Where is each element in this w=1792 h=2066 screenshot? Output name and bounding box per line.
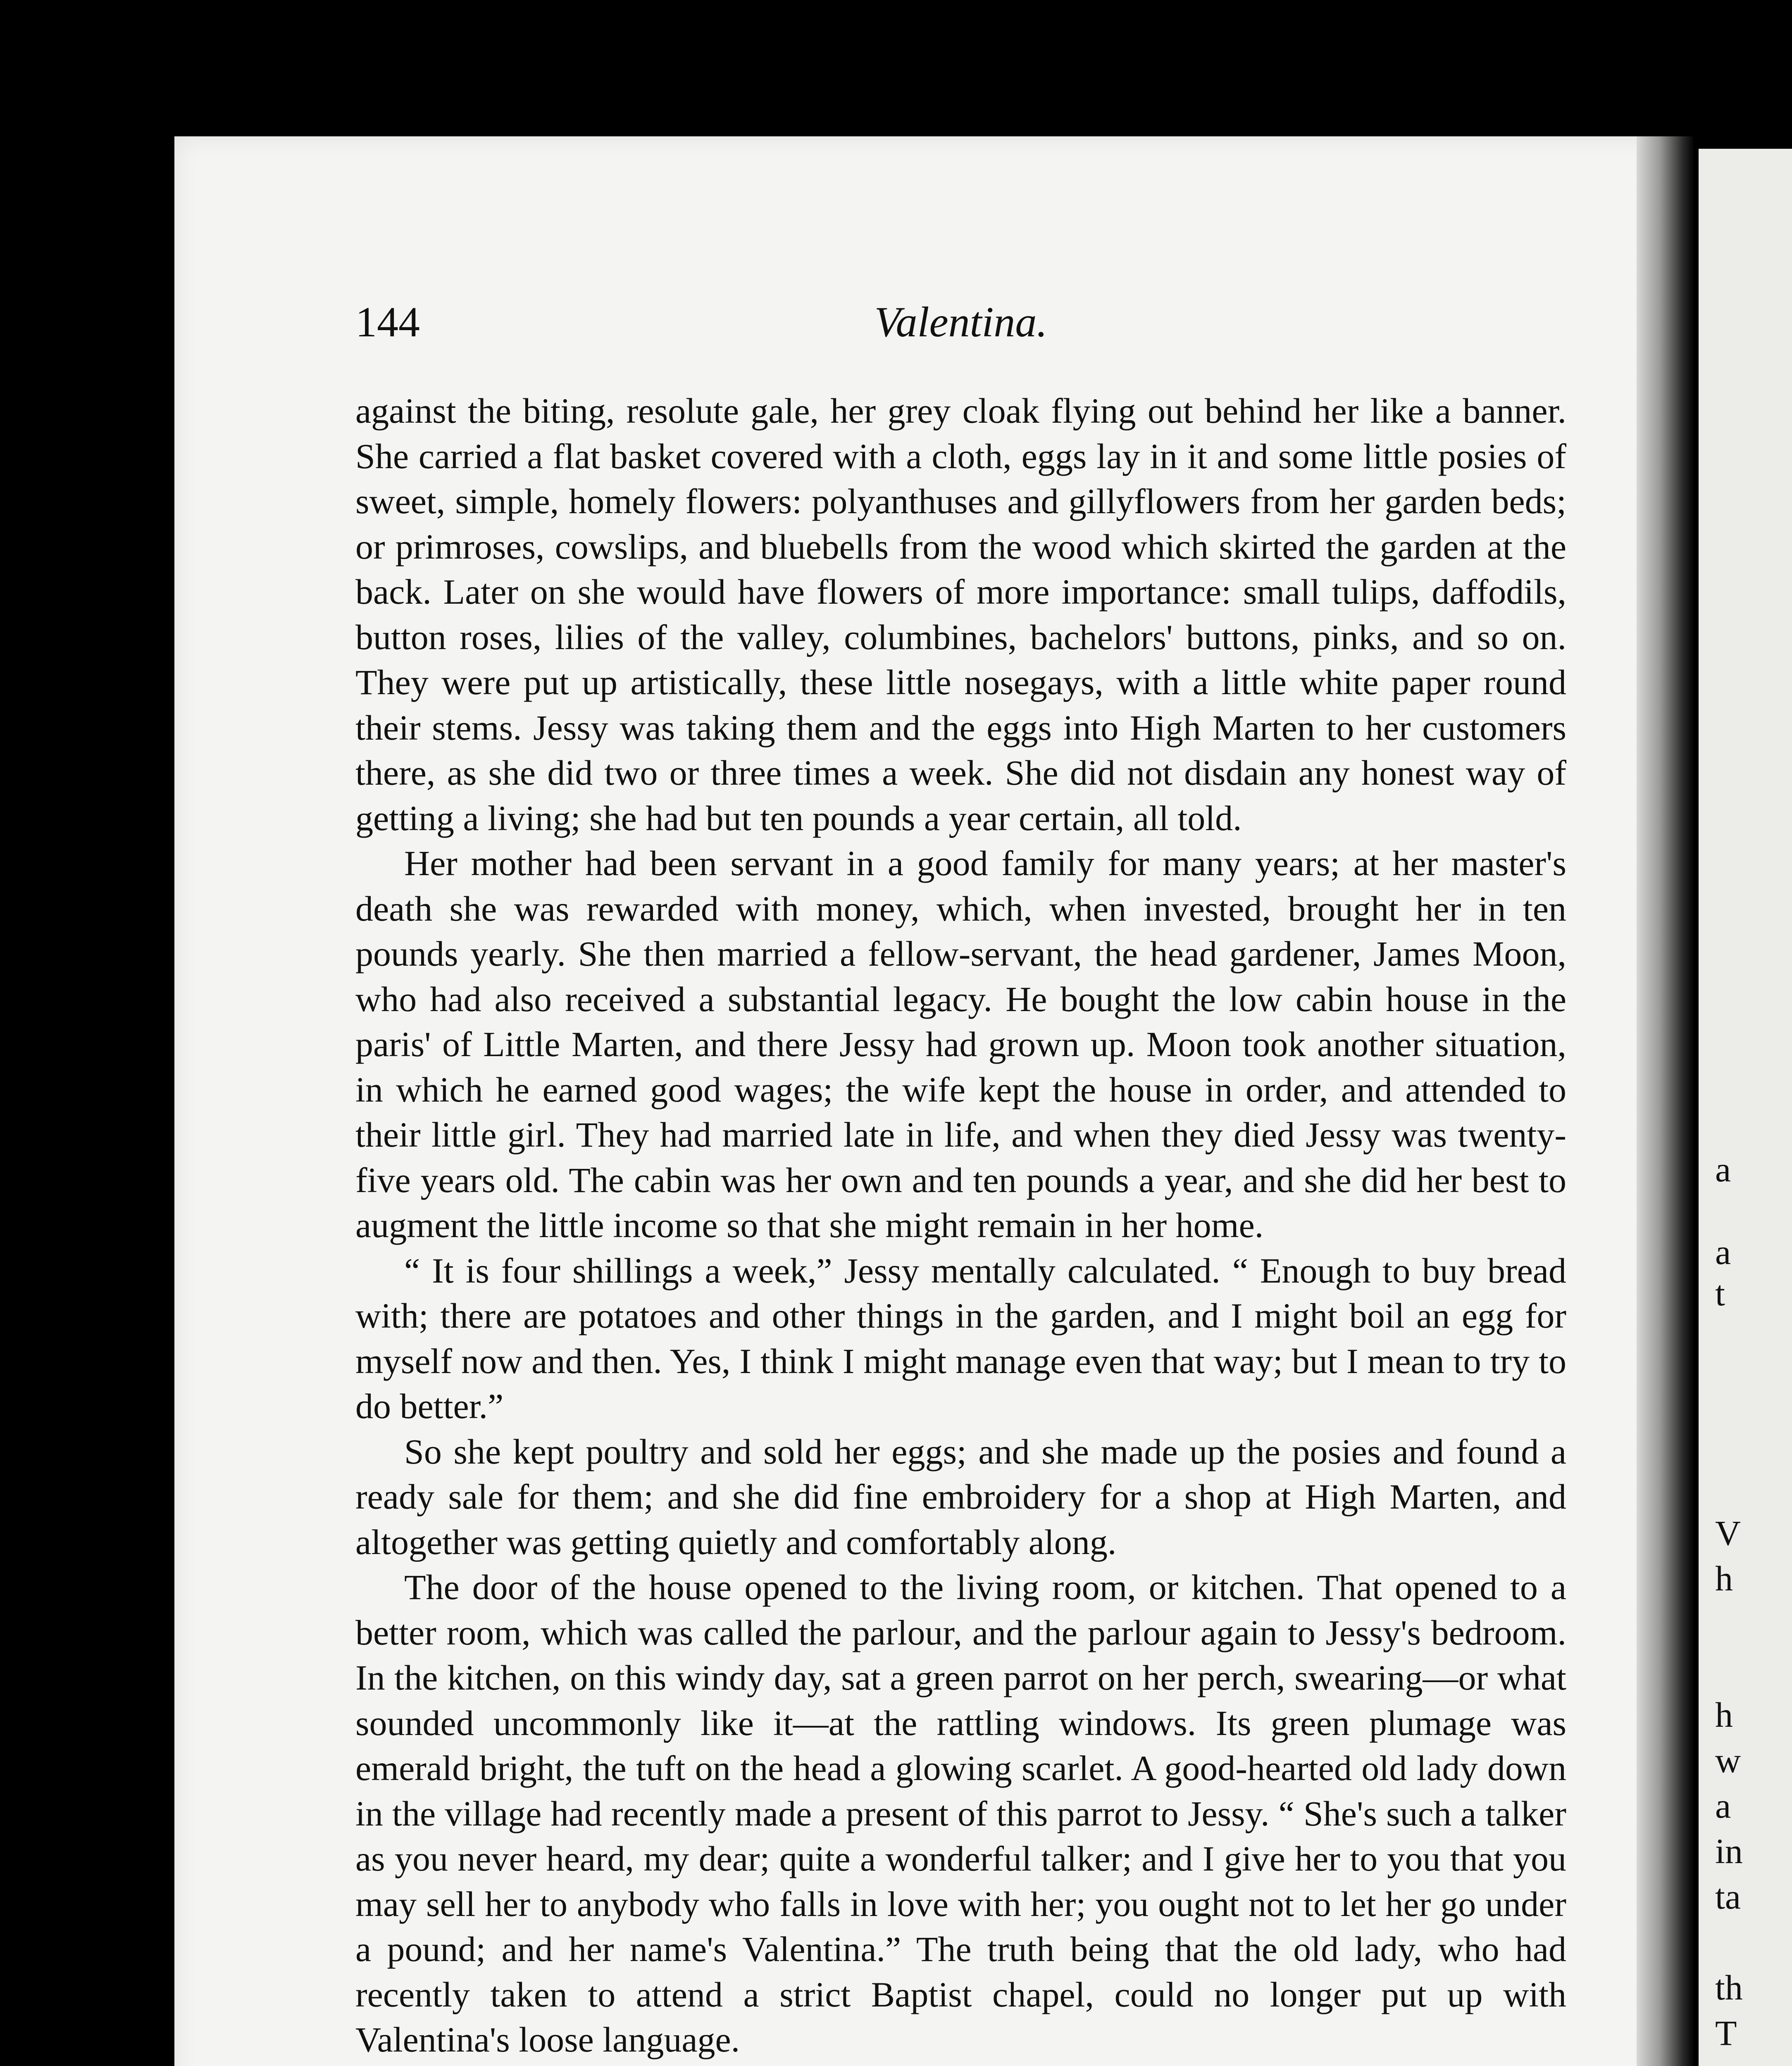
facing-page-fragment: h: [1715, 1695, 1733, 1735]
facing-page-fragment: V: [1715, 1513, 1741, 1553]
facing-page-fragment: in: [1715, 1831, 1743, 1871]
facing-page-fragment: t: [1715, 1273, 1725, 1313]
paragraph: Her mother had been servant in a good family for many years; at her master's death she was rewarded with money, which, when invested, brought her in ten pounds yearly. She then married a fellow-servant, the head gardener, James Moon, who had also received a substantial legacy. He bought the low cabin house in the paris' of Little Marten, and there Jessy had grown up. Moon took another situation, in which he earned good wages; the wife kept the house in order, and attended to their little girl. They had married late in life, and when they died Jessy was twenty-five years old. The cabin was her own and ten pounds a year, and she did her best to augment the little income so that she might remain in her home.: [355, 843, 1566, 1245]
facing-page-fragment: a: [1715, 1232, 1731, 1272]
facing-page-fragment: th: [1715, 1968, 1743, 2007]
book-gutter: [1637, 136, 1694, 2066]
facing-page-fragment: ta: [1715, 1877, 1741, 1916]
paragraph: “ It is four shillings a week,” Jessy mentally calculated. “ Enough to buy bread with; there are potatoes and other things in the garden, and I might boil an egg for myself now and then. Yes, I think I might manage even that way; but I mean to try to do better.”: [355, 1250, 1566, 1426]
page-number: 144: [355, 298, 420, 346]
facing-page-fragment: h: [1715, 1559, 1733, 1598]
paragraph: The door of the house opened to the living room, or kitchen. That opened to a better room, which was called the parlour, and the parlour again to Jessy's bedroom. In the kitchen, on this windy day, sat a green parrot on her perch, swearing—or what sounded uncommonly like it—at the rattling windows. Its green plumage was emerald bright, the tuft on the head a glowing scarlet. A good-hearted old lady down in the village had recently made a present of this parrot to Jessy. “ She's such a talker as you never heard, my dear; quite a wonderful talker; and I give her to you that you may sell her to anybody who falls in love with her; you ought not to let her go under a pound; and her name's Valentina.” The truth being that the old lady, who had recently taken to attend a strict Baptist chapel, could no longer put up with Valentina's loose language.: [355, 1567, 1566, 2059]
body-text: [355, 388, 1566, 2063]
paragraph: So she kept poultry and sold her eggs; and she made up the posies and found a ready sale for them; and she did fine embroidery for a shop at High Marten, and altogether was getting quietly and comfortably along.: [355, 1431, 1566, 1562]
paragraph: against the biting, resolute gale, her grey cloak flying out behind her like a banner. She carried a flat basket covered with a cloth, eggs lay in it and some little posies of sweet, simple, homely flowers: polyanthuses and gillyflowers from her garden beds; or primroses, cowslips, and bluebells from the wood which skirted the garden at the back. Later on she would have flowers of more importance: small tulips, daffodils, button roses, lilies of the valley, columbines, bachelors' buttons, pinks, and so on. They were put up artistically, these little nosegays, with a little white paper round their stems. Jessy was taking them and the eggs into High Marten to her customers there, as she did two or three times a week. She did not disdain any honest way of getting a living; she had but ten pounds a year certain, all told.: [355, 391, 1566, 838]
facing-page-text-fragments: [1715, 1149, 1790, 2066]
facing-page-fragment: a: [1715, 1150, 1731, 1189]
facing-page-fragment: a: [1715, 1786, 1731, 1826]
running-title: Valentina.: [874, 298, 1048, 346]
page-header: [355, 293, 1566, 351]
facing-page-fragment: w: [1715, 1740, 1741, 1780]
facing-page-fragment: T: [1715, 2013, 1737, 2053]
